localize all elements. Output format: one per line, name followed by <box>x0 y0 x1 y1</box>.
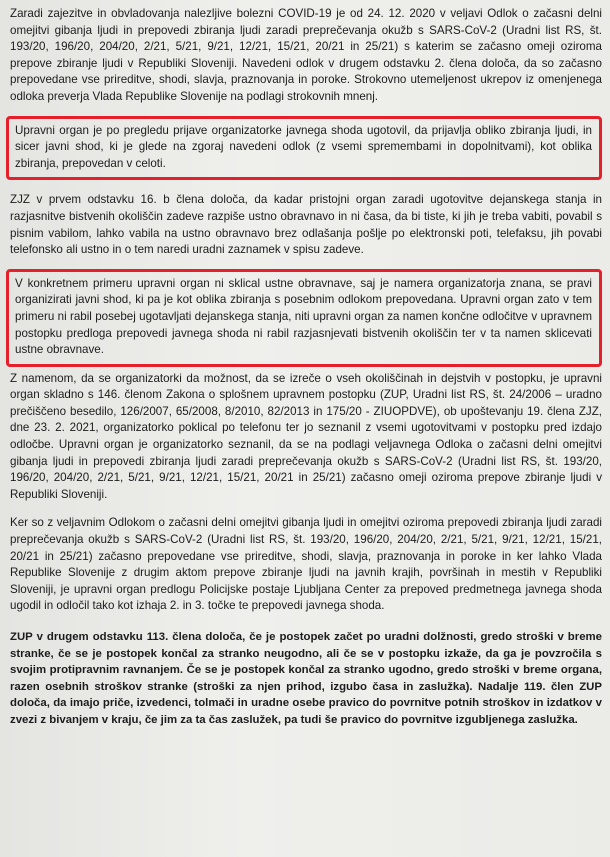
paragraph-zup-146: Z namenom, da se organizatorki da možnost, da se izreče o vseh okoliščinah in dejstvih v postopku, je upravni organ skladno s 146. členom Zakona o splošnem upravnem postopku (ZUP, Uradni list RS, št. 24/2006 – uradno prečiščeno besedilo, 126/2007, 65/2008, 8/2010, 82/2013 in 175/20 - ZIUOPDVE), ob upoštevanju 19. člena ZJZ, dne 23. 2. 2021, organizatorko poklical po telefonu ter jo seznanil z vsemi ugotovitvami v postopku pred izdajo odločbe. Upravni organ je organizatorko seznanil, da se na podlagi veljavnega Odloka o začasni delni omejitvi gibanja ljudi in prepovedi zbiranja ljudi zaradi preprečevanja okužb s SARS-CoV-2 (Uradni list RS, št. 193/20, 196/20, 204/20, 2/21, 5/21, 9/21, 12/21, 15/21, 20/21 in 25/21) začasno omeji oziroma prepove zbiranje ljudi v Republiki Sloveniji. <box>10 371 602 501</box>
paragraph-zjz-16b: ZJZ v prvem odstavku 16. b člena določa, da kadar pristojni organ zaradi ugotovitve dejanskega stanja in razjasnitve bistvenih okoliščin zadeve razpiše ustno obravnavo in ni časa, da bi tiste, ki jih je treba vabiti, povabil s pisnim vabilom, lahko vabila na ustno obravnavo brez odlašanja pošlje po elektronski poti, telefaksu, jih povabi telefonsko ali ustno in o tem naredi uradni zaznamek v spisu zadeve. <box>10 193 602 257</box>
paragraph-decision: Ker so z veljavnim Odlokom o začasni delni omejitvi gibanja ljudi in omejitvi oziroma prepovedi zbiranja ljudi zaradi preprečevanja okužb s SARS-CoV-2 (Uradni list RS, št. 193/20, 196/20, 204/20, 2/21, 5/21, 9/21, 12/21, 15/21, 20/21 in 25/21) začasno prepovedane vse prireditve, shodi, slavja, praznovanja in poroke in ker lahko Vlada Republike Slovenije z drugim aktom prepove zbiranje ljudi na javnih krajih, površinah in mestih v Republiki Sloveniji, je upravni organ predlogu Policijske postaje Ljubljana Center za prepoved predmetnega javnega shoda ugodil in odločil tako kot izhaja 2. in 3. točke te prepovedi javnega shoda. <box>10 516 602 613</box>
highlight-box-2 <box>6 269 602 367</box>
paragraph-zup-113-costs: ZUP v drugem odstavku 113. člena določa, če je postopek začet po uradni dolžnosti, gredo stroški v breme stranke, če se je postopek končal za stranko neugodno, ali če se v postopku izkaže, da ga je povzročila s svojim protipravnim ravnanjem. Če se je postopek končal za stranko ugodno, gredo stroški v breme organa, razen osebnih stroškov stranke (stroški za njen prihod, izgubo časa in zaslužka). Nadalje 119. člen ZUP določa, da imajo priče, izvedenci, tolmači in uradne osebe pravico do povrnitve potnih stroškov in izdatkov v zvezi z bivanjem v kraju, če jim za ta čas zaslužek, pa tudi še pravico do povrnitve izgubljenega zaslužka. <box>10 631 602 726</box>
highlight-box-1 <box>6 116 602 181</box>
paragraph-no-oral-hearing: V konkretnem primeru upravni organ ni sklical ustne obravnave, saj je namera organizatorja znana, se pravi organizirati javni shod, ki pa je kot oblika zbiranja s posebnim odlokom prepovedana. Upravni organ zato v tem primeru ni rabil posebej ugotavljati dejanskega stanja, niti upravni organ za namen končne odločitve v upravnem postopku predloga prepovedi javnega shoda ni rabil razjasnjevati bistvenih okoliščin ter v ta namen sklicevati ustne obravnave. <box>15 276 592 357</box>
paragraph-covid-decree: Zaradi zajezitve in obvladovanja nalezljive bolezni COVID-19 je od 24. 12. 2020 v veljavi Odlok o začasni delni omejitvi gibanja ljudi in prepovedi zbiranja ljudi zaradi preprečevanja okužb s SARS-CoV-2 (Uradni list RS, št. 193/20, 196/20, 204/20, 2/21, 5/21, 9/21, 12/21, 15/21, 20/21 in 25/21) s katerim se začasno omeji oziroma prepove zbiranje ljudi v Republiki Sloveniji. Navedeni odlok v drugem odstavku 2. člena določa, da so začasno prepovedane vse prireditve, shodi, slavja, praznovanja in poroke. Strokovno utemeljenost ukrepov iz omenjenega odloka preverja Vlada Republike Slovenije na podlagi strokovnih mnenj. <box>10 7 602 103</box>
paragraph-assembly-prohibited: Upravni organ je po pregledu prijave organizatorke javnega shoda ugotovil, da prijavlja obliko zbiranja ljudi, in sicer javni shod, ki je glede na zgoraj navedeni odlok (z vsemi spremembami in dopolnitvami), kot oblika zbiranja, prepovedan v celoti. <box>15 123 592 170</box>
